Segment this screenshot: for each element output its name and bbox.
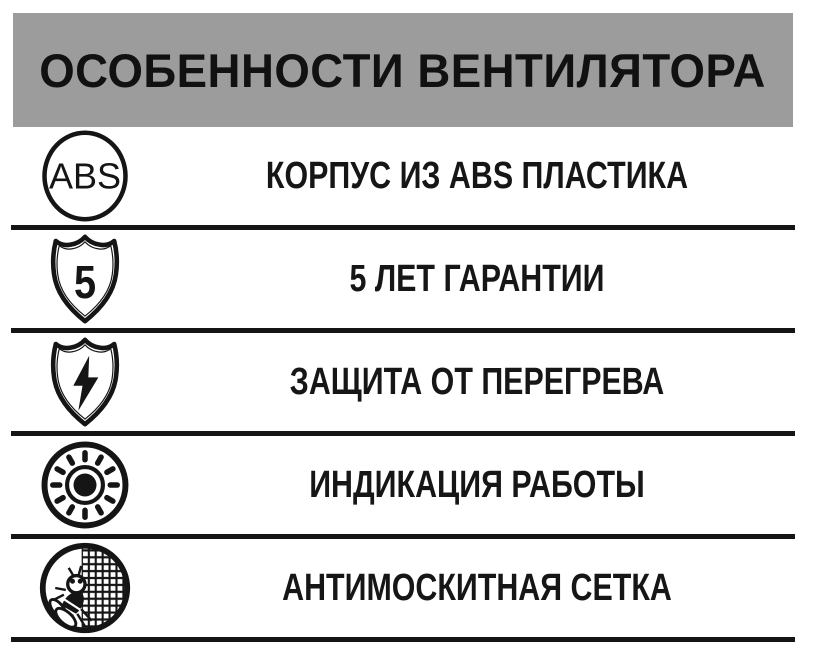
feature-row-warranty xyxy=(11,230,795,333)
feature-label: ЗАЩИТА ОТ ПЕРЕГРЕВА xyxy=(289,360,665,403)
shield-lightning-icon xyxy=(11,333,159,431)
work-indicator-icon xyxy=(39,439,131,531)
feature-row-mosquito-net xyxy=(11,539,795,642)
abs-badge-icon xyxy=(11,127,159,225)
abs-badge-label: ABS xyxy=(48,155,122,197)
feature-label: 5 ЛЕТ ГАРАНТИИ xyxy=(349,257,605,300)
shield-lightning-icon xyxy=(43,334,127,430)
feature-row-indication xyxy=(11,436,795,539)
feature-label: КОРПУС ИЗ ABS ПЛАСТИКА xyxy=(265,154,689,197)
header-band xyxy=(13,13,793,127)
mosquito-net-icon xyxy=(11,539,159,637)
feature-row-abs xyxy=(11,127,795,230)
feature-label: АНТИМОСКИТНАЯ СЕТКА xyxy=(282,566,672,609)
feature-list xyxy=(11,127,795,642)
shield-5-label: 5 xyxy=(73,256,97,309)
feature-label: ИНДИКАЦИЯ РАБОТЫ xyxy=(309,463,645,506)
abs-badge-icon xyxy=(40,128,130,224)
work-indicator-icon xyxy=(11,436,159,534)
page-title: ОСОБЕННОСТИ ВЕНТИЛЯТОРА xyxy=(39,43,767,97)
shield-5-icon xyxy=(43,231,127,327)
feature-row-overheat xyxy=(11,333,795,436)
shield-5-icon xyxy=(11,230,159,328)
lightning-bolt-icon xyxy=(73,356,98,411)
mosquito-net-icon xyxy=(37,540,133,636)
